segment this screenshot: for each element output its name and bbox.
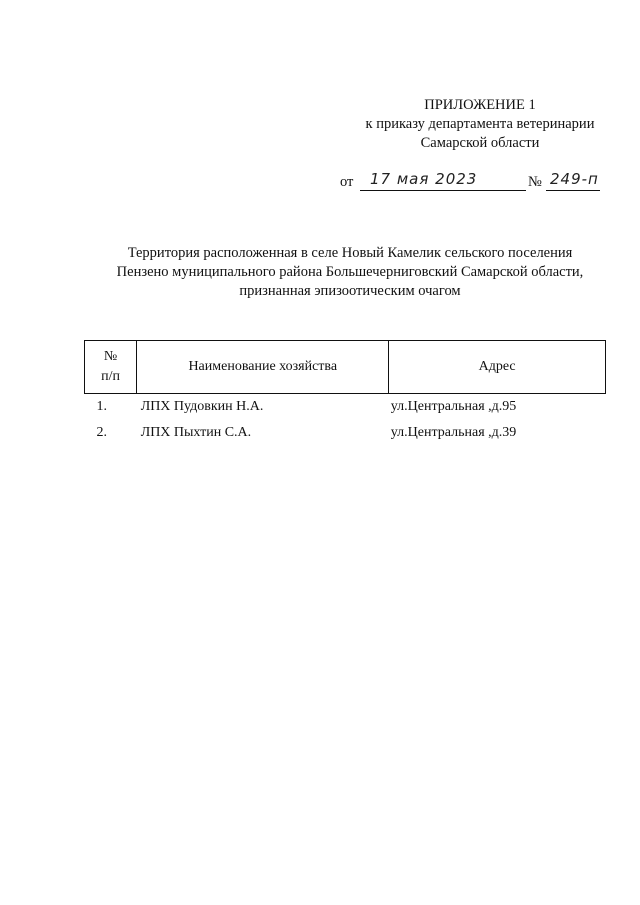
row-number: 1. <box>96 399 107 414</box>
appendix-region: Самарской области <box>420 135 540 151</box>
header-number-pp: п/п <box>101 369 121 384</box>
row-address: ул.Центральная ,д.39 <box>390 425 517 440</box>
table-header-row <box>85 341 606 394</box>
appendix-header <box>360 96 600 153</box>
number-label: № <box>528 174 542 190</box>
title-line-3: признанная эпизоотическим очагом <box>239 283 461 299</box>
table-row <box>85 420 606 446</box>
document-title <box>60 244 640 301</box>
row-address: ул.Центральная ,д.95 <box>390 399 517 414</box>
handwritten-date: 17 мая 2023 <box>370 170 478 188</box>
header-number-sign: № <box>103 349 118 364</box>
table-row <box>85 394 606 421</box>
header-number <box>85 341 137 394</box>
header-farm-name: Наименование хозяйства <box>137 341 389 394</box>
title-line-2: Пензено муниципального района Большечерниговский Самарской области, <box>116 264 584 280</box>
farms-table <box>84 340 606 446</box>
row-number: 2. <box>96 425 107 440</box>
header-address: Адрес <box>389 341 606 394</box>
appendix-order-ref: к приказу департамента ветеринарии <box>365 116 595 132</box>
appendix-title: ПРИЛОЖЕНИЕ 1 <box>424 97 536 113</box>
handwritten-number: 249-п <box>550 170 599 188</box>
number-underline <box>546 190 600 191</box>
date-line <box>340 172 610 194</box>
row-farm-name: ЛПХ Пыхтин С.А. <box>140 425 252 440</box>
row-farm-name: ЛПХ Пудовкин Н.А. <box>140 399 264 414</box>
date-underline <box>360 190 526 191</box>
from-label: от <box>340 174 354 190</box>
title-line-1: Территория расположенная в селе Новый Камелик сельского поселения <box>127 245 573 261</box>
